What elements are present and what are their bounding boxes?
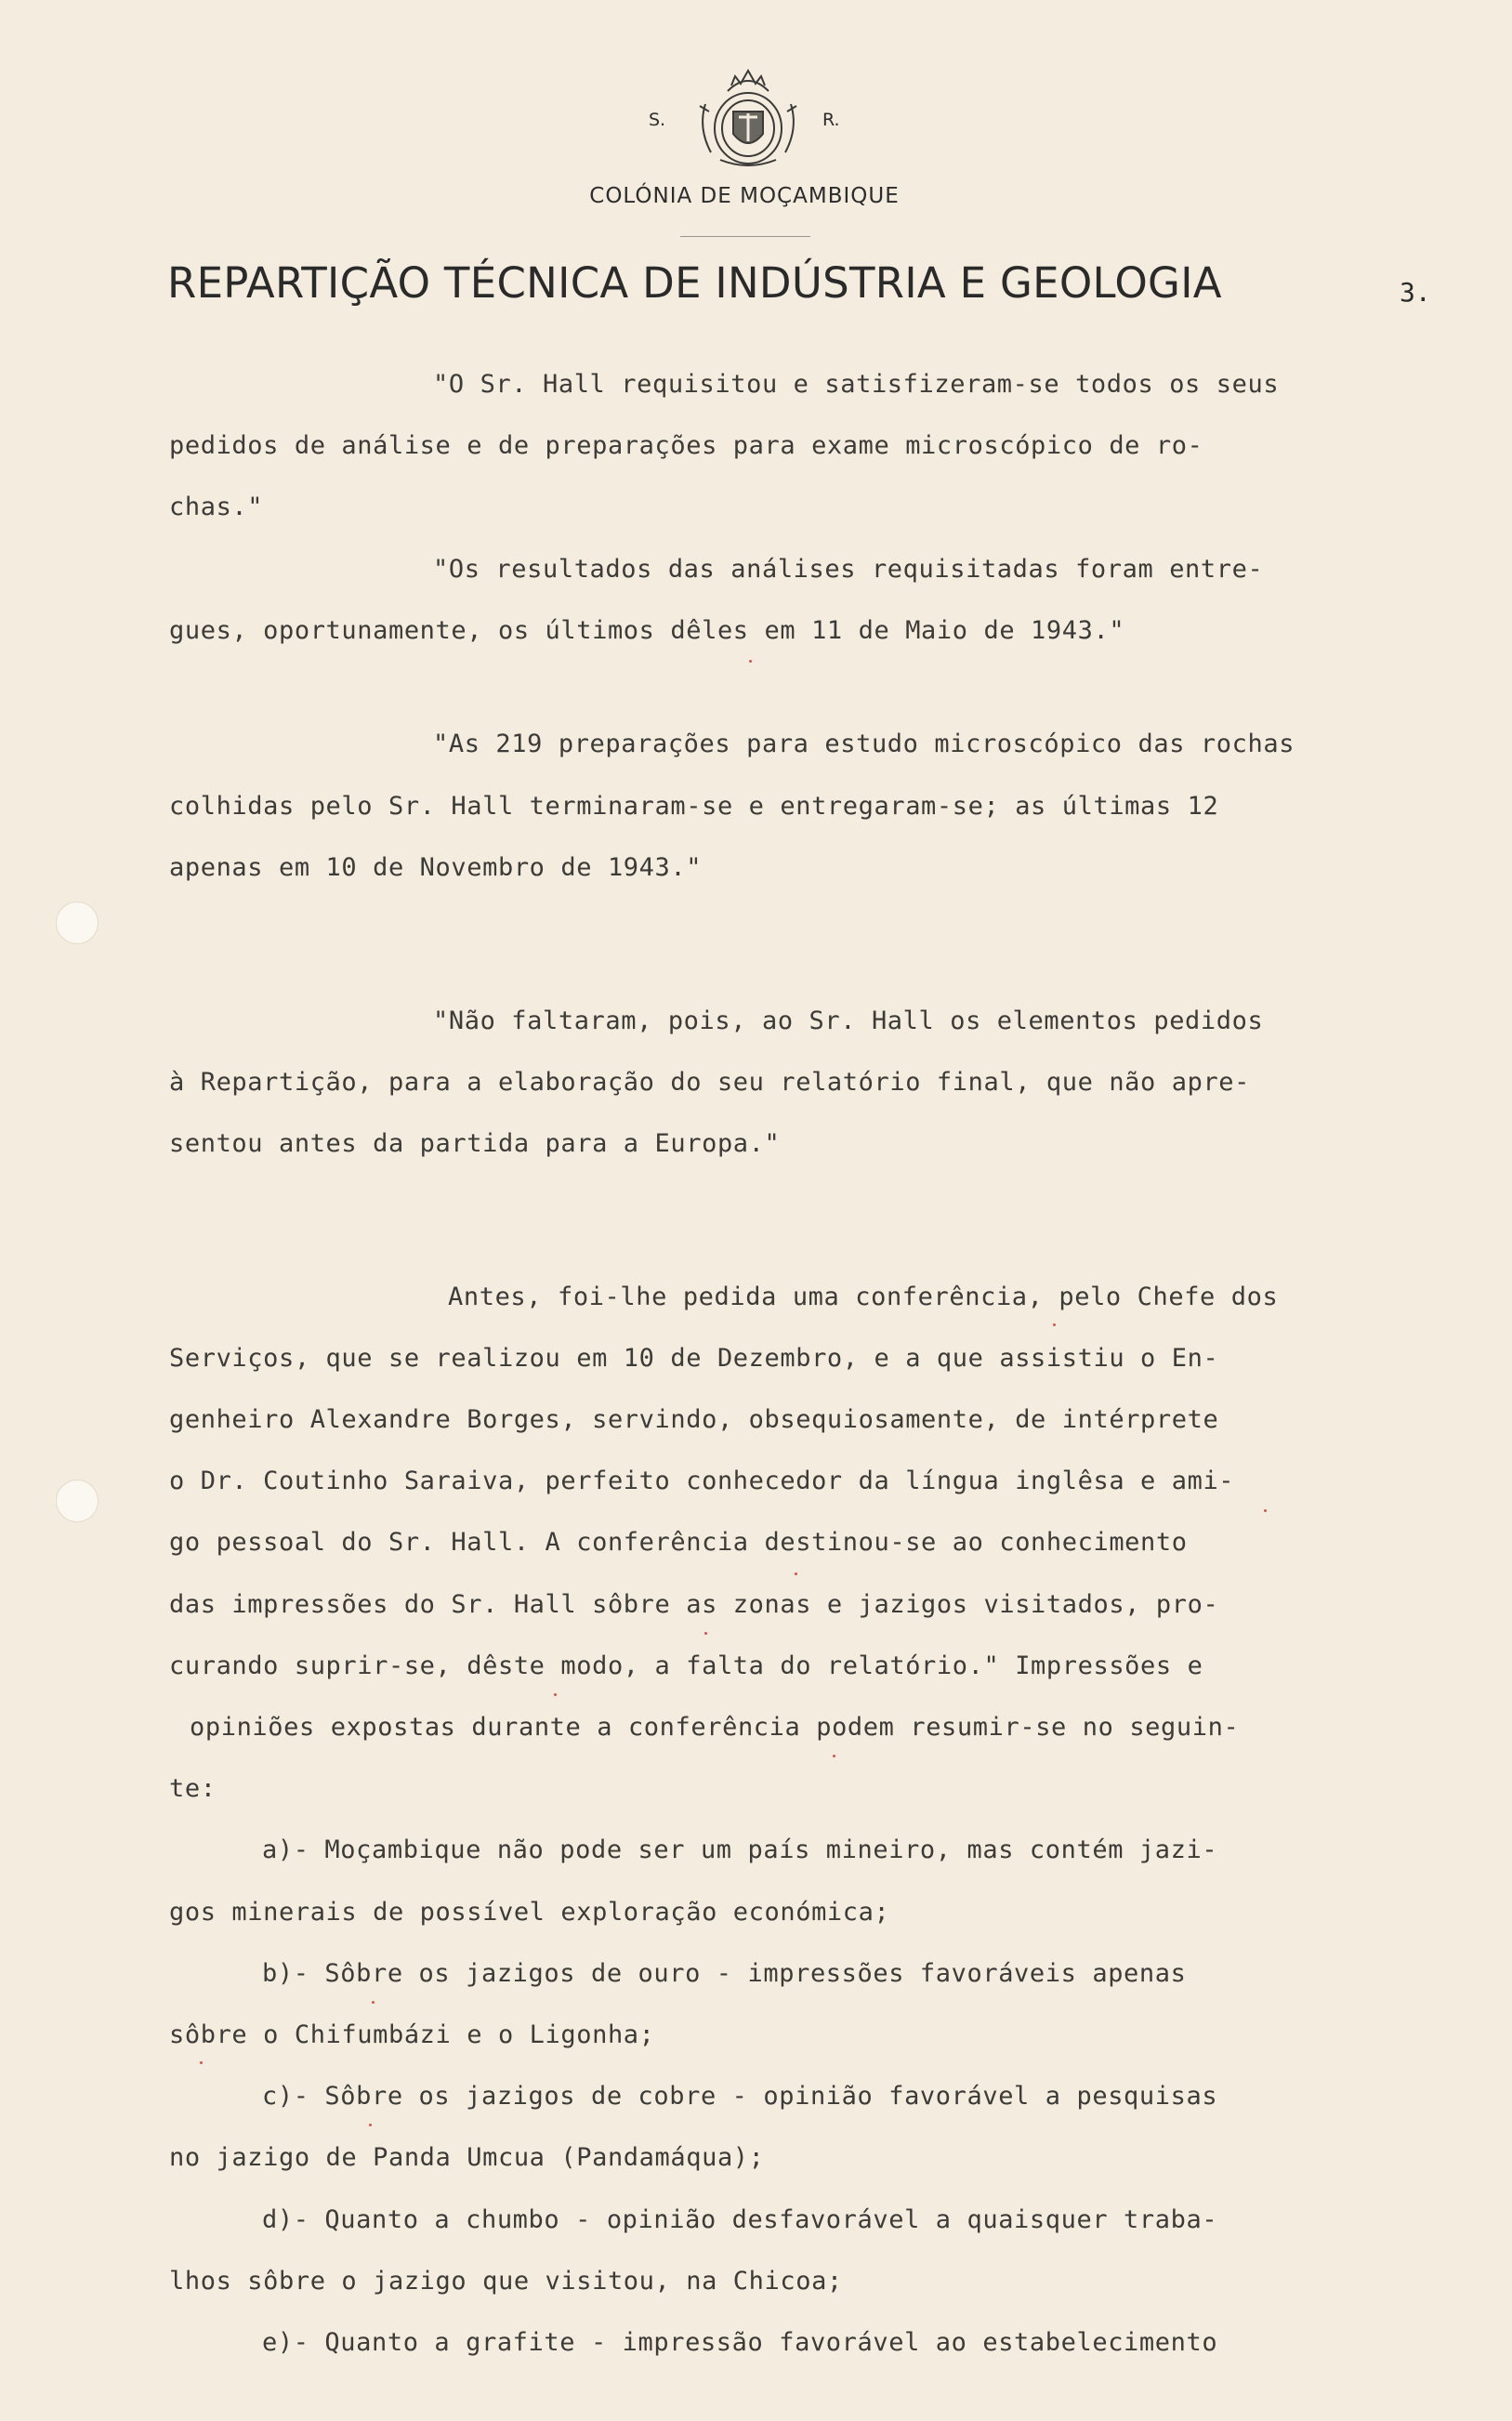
list-item: c)- Sôbre os jazigos de cobre - opinião favorável a pesquisas [262,2082,1218,2111]
list-item-continuation: no jazigo de Panda Umcua (Pandamáqua); [169,2143,765,2172]
pencil-mark [369,2124,372,2126]
text-line: te: [169,1774,217,1803]
pencil-mark [749,660,752,663]
list-item: b)- Sôbre os jazigos de ouro - impressões favoráveis apenas [262,1959,1187,1988]
text-line: apenas em 10 de Novembro de 1943." [169,853,703,882]
list-item: a)- Moçambique não pode ser um país mineiro, mas contém jazi- [262,1835,1218,1864]
letterhead-r: R. [822,110,840,130]
text-line: Serviços, que se realizou em 10 de Dezembro, e a que assistiu o En- [169,1344,1219,1373]
text-line: "Não faltaram, pois, ao Sr. Hall os elementos pedidos [433,1007,1264,1035]
page-number: 3. [1400,277,1431,308]
text-line: "As 219 preparações para estudo microscópico das rochas [433,730,1295,758]
list-item-continuation: lhos sôbre o jazigo que visitou, na Chicoa; [169,2267,843,2296]
pencil-mark [795,1572,797,1575]
pencil-mark [1264,1509,1267,1512]
punch-hole-upper [56,901,99,944]
punch-hole-lower [56,1480,99,1522]
pencil-mark [372,2001,375,2004]
pencil-mark [554,1693,557,1696]
text-line: à Repartição, para a elaboração do seu relatório final, que não apre- [169,1068,1251,1097]
text-line: genheiro Alexandre Borges, servindo, obsequiosamente, de intérprete [169,1405,1219,1434]
pencil-mark [1053,1323,1056,1326]
text-line: gues, oportunamente, os últimos dêles em 11 de Maio de 1943." [169,616,1125,645]
letterhead-s: S. [649,110,666,130]
letterhead-crest-row [0,63,1512,175]
text-line: "Os resultados das análises requisitadas foram entre- [433,555,1264,584]
list-item-continuation: sôbre o Chifumbázi e o Ligonha; [169,2020,655,2049]
text-line: Antes, foi-lhe pedida uma conferência, pelo Chefe dos [448,1283,1279,1311]
department-title: REPARTIÇÃO TÉCNICA DE INDÚSTRIA E GEOLOGIA [167,258,1222,308]
pencil-mark [704,1632,707,1635]
text-line: "O Sr. Hall requisitou e satisfizeram-se todos os seus [433,370,1280,399]
text-line: sentou antes da partida para a Europa." [169,1129,781,1158]
text-line: opiniões expostas durante a conferência podem resumir-se no seguin- [190,1713,1240,1742]
text-line: das impressões do Sr. Hall sôbre as zonas e jazigos visitados, pro- [169,1590,1219,1619]
text-line: pedidos de análise e de preparações para exame microscópico de ro- [169,431,1203,460]
header-divider [680,236,810,237]
pencil-mark [833,1755,835,1757]
coat-of-arms-icon [692,63,804,173]
text-line: colhidas pelo Sr. Hall terminaram-se e entregaram-se; as últimas 12 [169,792,1219,821]
pencil-mark [200,2061,203,2064]
colony-title: COLÓNIA DE MOÇAMBIQUE [589,184,900,208]
list-item: e)- Quanto a grafite - impressão favorável ao estabelecimento [262,2328,1218,2357]
text-line: go pessoal do Sr. Hall. A conferência destinou-se ao conhecimento [169,1528,1188,1557]
text-line: o Dr. Coutinho Saraiva, perfeito conhecedor da língua inglêsa e ami- [169,1467,1235,1495]
list-item-continuation: gos minerais de possível exploração económica; [169,1898,890,1927]
text-line: curando suprir-se, dêste modo, a falta do relatório." Impressões e [169,1651,1203,1680]
text-line: chas." [169,493,264,521]
list-item: d)- Quanto a chumbo - opinião desfavorável a quaisquer traba- [262,2205,1218,2234]
